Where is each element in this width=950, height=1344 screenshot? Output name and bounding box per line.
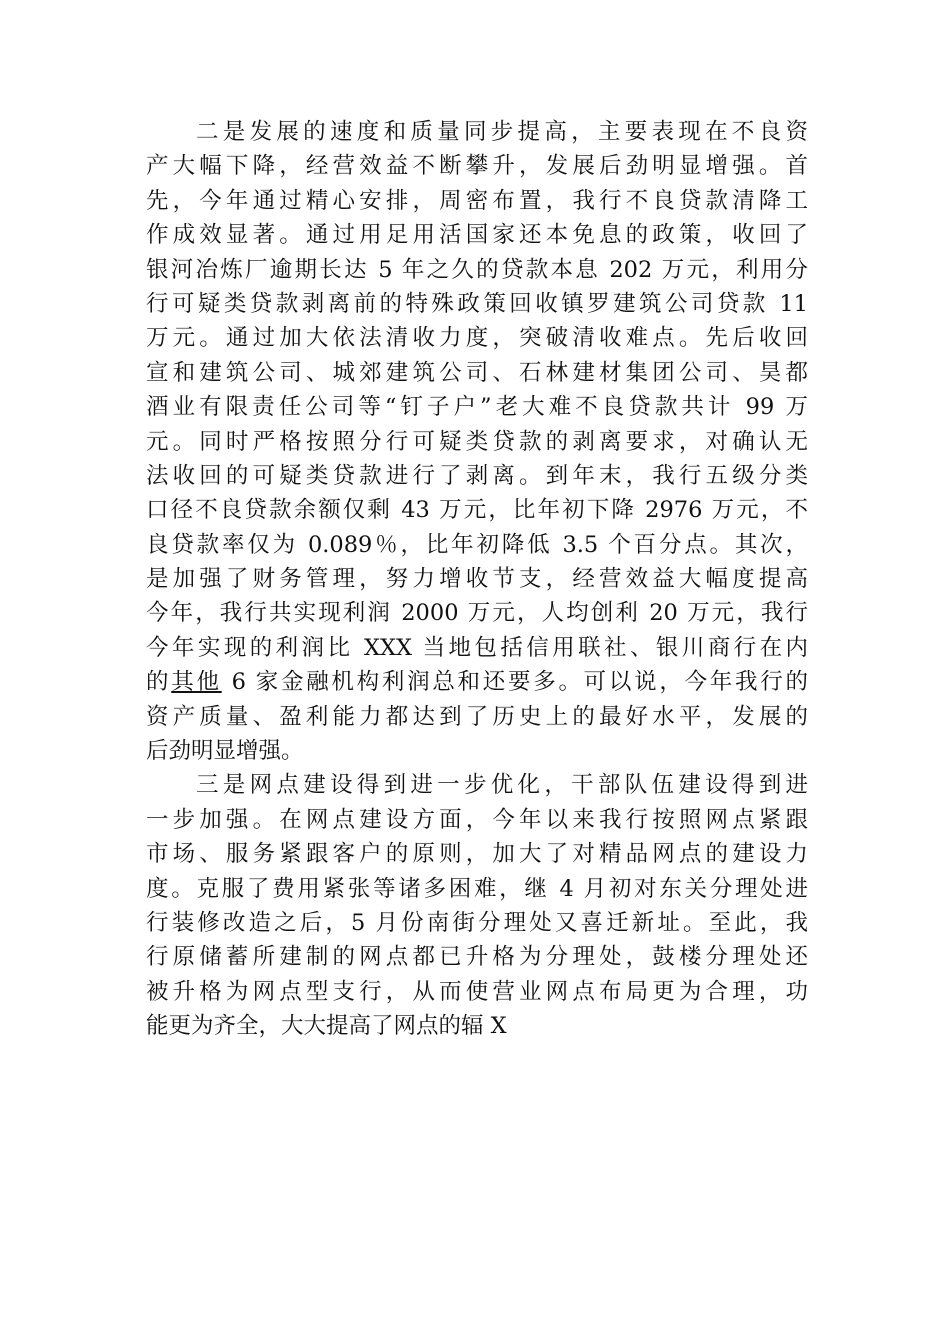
paragraph-1-line-12: 口径不良贷款余额仅剩 43 万元，比年初下降 2976 万元，不 xyxy=(146,497,808,524)
paragraph-1-line-9: 酒业有限责任公司等“钉子户”老大难不良贷款共计 99 万 xyxy=(146,394,808,421)
paragraph-1-line-5: 银河冶炼厂逾期长达 5 年之久的贷款本息 202 万元，利用分 xyxy=(146,256,808,283)
paragraph-1-line-16: 今年实现的利润比 XXX 当地包括信用联社、银川商行在内 xyxy=(146,634,808,661)
paragraph-1-line-19: 后劲明显增强。 xyxy=(146,738,304,765)
paragraph-2-line-8: 能更为齐全，大大提高了网点的辐 X xyxy=(146,1013,507,1040)
underlined-text: 其他 xyxy=(171,669,222,696)
paragraph-1-line-7: 万元。通过加大依法清收力度，突破清收难点。先后收回 xyxy=(146,325,808,352)
paragraph-1-line-11: 法收回的可疑类贷款进行了剥离。到年末，我行五级分类 xyxy=(146,462,808,489)
paragraph-2-line-1: 三是网点建设得到进一步优化，干部队伍建设得到进 xyxy=(196,772,808,799)
line-17-prefix: 的 xyxy=(146,669,172,696)
line-17-suffix: 6 家金融机构利润总和还要多。可以说，今年我行的 xyxy=(221,669,808,696)
paragraph-2-line-5: 行装修改造之后，5 月份南街分理处又喜迁新址。至此，我 xyxy=(146,909,808,936)
paragraph-2-line-4: 度。克服了费用紧张等诸多困难，继 4 月初对东关分理处进 xyxy=(146,875,808,902)
paragraph-1-line-13: 良贷款率仅为 0.089％，比年初降低 3.5 个百分点。其次， xyxy=(146,531,808,558)
paragraph-1-line-14: 是加强了财务管理，努力增收节支，经营效益大幅度提高 xyxy=(146,566,808,593)
paragraph-1-line-1: 二是发展的速度和质量同步提高，主要表现在不良资 xyxy=(196,119,808,145)
paragraph-2-line-3: 市场、服务紧跟客户的原则，加大了对精品网点的建设力 xyxy=(146,841,808,868)
paragraph-1-line-3: 先，今年通过精心安排，周密布置，我行不良贷款清降工 xyxy=(146,187,808,214)
paragraph-2-line-6: 行原储蓄所建制的网点都已升格为分理处，鼓楼分理处还 xyxy=(146,944,808,971)
paragraph-1-line-2: 产大幅下降，经营效益不断攀升，发展后劲明显增强。首 xyxy=(146,153,808,180)
document-body xyxy=(146,115,808,1044)
paragraph-2-line-2: 一步加强。在网点建设方面，今年以来我行按照网点紧跟 xyxy=(146,806,808,833)
paragraph-1-line-18: 资产质量、盈利能力都达到了历史上的最好水平，发展的 xyxy=(146,703,808,730)
paragraph-1-line-8: 宣和建筑公司、城郊建筑公司、石林建材集团公司、昊都 xyxy=(146,359,808,386)
paragraph-1-line-17 xyxy=(146,665,808,699)
paragraph-1-line-6: 行可疑类贷款剥离前的特殊政策回收镇罗建筑公司贷款 11 xyxy=(146,290,808,317)
paragraph-1-line-10: 元。同时严格按照分行可疑类贷款的剥离要求，对确认无 xyxy=(146,428,808,455)
paragraph-2-line-7: 被升格为网点型支行，从而使营业网点布局更为合理，功 xyxy=(146,978,808,1005)
paragraph-1-line-15: 今年，我行共实现利润 2000 万元，人均创利 20 万元，我行 xyxy=(146,600,808,627)
paragraph-1-line-4: 作成效显著。通过用足用活国家还本免息的政策，收回了 xyxy=(146,222,808,249)
